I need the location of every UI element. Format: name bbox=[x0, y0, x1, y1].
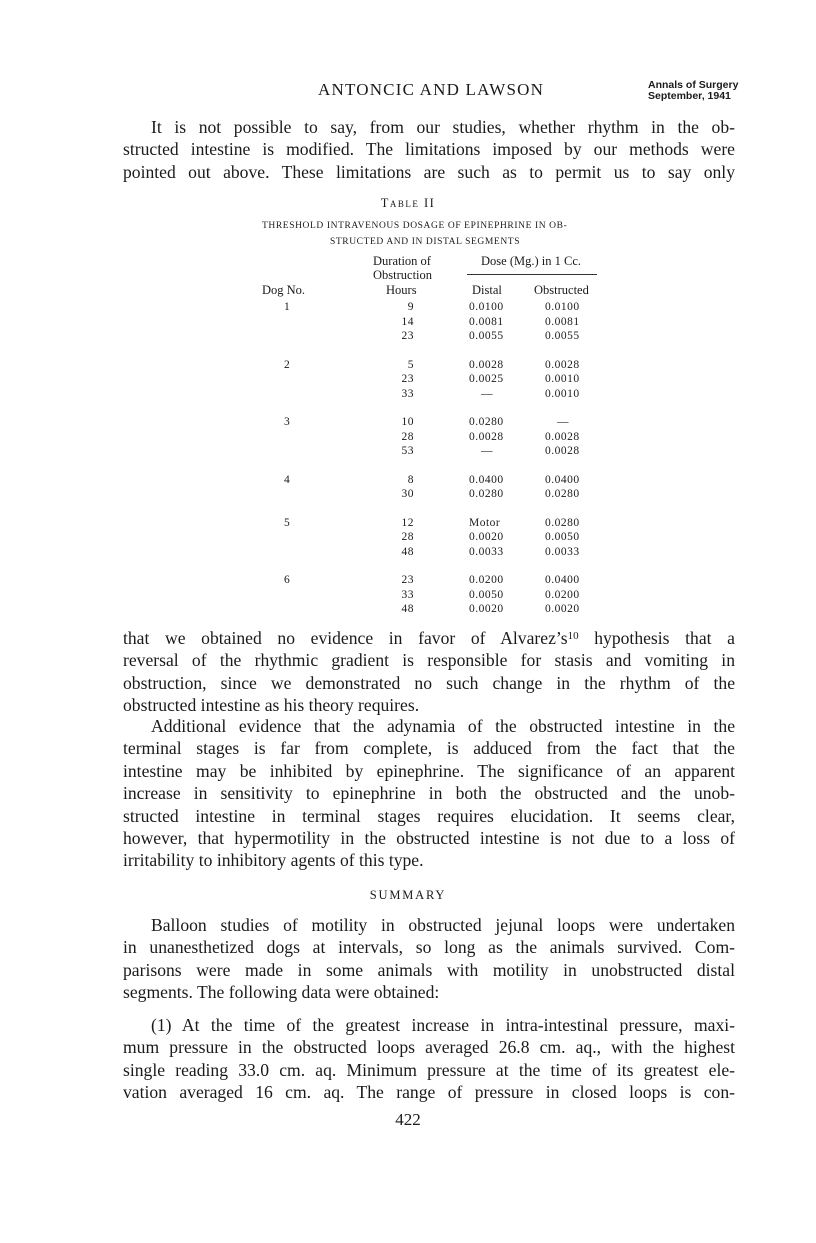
text-line bbox=[123, 627, 735, 649]
reference-superscript: 10 bbox=[567, 630, 579, 642]
hours-cell: 8 bbox=[407, 473, 414, 486]
hours-cell: 53 bbox=[401, 445, 414, 457]
hours-cell: 5 bbox=[407, 358, 414, 371]
dog-number: 3 bbox=[284, 416, 291, 428]
distal-cell: 0.0280 bbox=[469, 488, 504, 500]
text-line: structed intestine is modified. The limitations imposed by our methods were bbox=[123, 139, 735, 160]
col-header-obstructed: Obstructed bbox=[534, 283, 589, 297]
text-line: obstruction, since we demonstrated no such change in the rhythm of the bbox=[123, 672, 735, 693]
distal-cell: 0.0025 bbox=[469, 373, 504, 385]
text-line: in unanesthetized dogs at intervals, so long as the animals survived. Com- bbox=[123, 937, 735, 958]
col-header-duration: Duration of bbox=[373, 254, 431, 268]
journal-title: Annals of Surgery bbox=[648, 79, 739, 91]
obstructed-cell: 0.0033 bbox=[545, 545, 580, 558]
obstructed-cell: 0.0200 bbox=[545, 588, 580, 601]
obstructed-cell: — bbox=[557, 416, 569, 428]
distal-cell: 0.0081 bbox=[469, 315, 504, 328]
table-caption bbox=[262, 218, 612, 250]
obstructed-cell: 0.0400 bbox=[545, 574, 580, 586]
obstructed-cell: 0.0028 bbox=[545, 445, 580, 457]
text-line: terminal stages is far from complete, is adduced from the fact that the bbox=[123, 738, 735, 759]
item-paragraph bbox=[123, 1014, 735, 1104]
hours-cell: 48 bbox=[401, 603, 414, 615]
col-header-distal: Distal bbox=[472, 283, 502, 297]
distal-cell: — bbox=[481, 387, 493, 400]
table-caption-line: THRESHOLD INTRAVENOUS DOSAGE OF EPINEPHRINE IN OB- bbox=[262, 221, 568, 231]
obstructed-cell: 0.0010 bbox=[545, 373, 580, 385]
dose-header-rule bbox=[467, 274, 597, 275]
col-header-obstruction: Obstruction bbox=[373, 268, 433, 282]
text-fragment: that we obtained no evidence in favor of Alvarez’s bbox=[123, 628, 568, 648]
text-line: however, that hypermotility in the obstructed intestine is not due to a loss of bbox=[123, 827, 735, 848]
distal-cell: 0.0055 bbox=[469, 330, 504, 342]
hours-cell: 9 bbox=[407, 301, 414, 313]
col-header-dog: Dog No. bbox=[262, 283, 306, 297]
text-line: vation averaged 16 cm. aq. The range of pressure in closed loops is con- bbox=[123, 1082, 735, 1103]
text-line: (1) At the time of the greatest increase in intra-intestinal pressure, maxi- bbox=[151, 1015, 735, 1035]
distal-cell: 0.0280 bbox=[469, 416, 504, 428]
distal-cell: 0.0400 bbox=[469, 473, 504, 486]
distal-cell: Motor bbox=[469, 516, 501, 529]
hours-cell: 33 bbox=[401, 387, 414, 400]
text-line: structed intestine in terminal stages requires elucidation. It seems clear, bbox=[123, 805, 735, 826]
hours-cell: 23 bbox=[401, 373, 414, 385]
journal-date: September, 1941 bbox=[648, 90, 731, 102]
table-title: Table II bbox=[380, 196, 436, 210]
obstructed-cell: 0.0028 bbox=[545, 358, 580, 371]
obstructed-cell: 0.0050 bbox=[545, 531, 580, 543]
distal-cell: 0.0020 bbox=[469, 603, 504, 615]
distal-cell: 0.0100 bbox=[469, 301, 504, 313]
text-line: single reading 33.0 cm. aq. Minimum pressure at the time of its greatest ele- bbox=[123, 1059, 735, 1080]
hours-cell: 28 bbox=[401, 430, 414, 443]
dog-number: 6 bbox=[284, 574, 291, 586]
obstructed-cell: 0.0280 bbox=[545, 488, 580, 500]
table-caption-line: STRUCTED AND IN DISTAL SEGMENTS bbox=[330, 237, 521, 247]
text-line: segments. The following data were obtained: bbox=[123, 982, 440, 1003]
distal-cell: 0.0028 bbox=[469, 358, 504, 371]
distal-cell: 0.0050 bbox=[469, 588, 504, 601]
hours-cell: 12 bbox=[401, 516, 414, 529]
text-line: parisons were made in some animals with motility in unobstructed distal bbox=[123, 959, 735, 980]
col-header-hours: Hours bbox=[386, 283, 417, 297]
text-line: increase in sensitivity to epinephrine in both the obstructed and the unob- bbox=[123, 783, 735, 804]
text-line: Additional evidence that the adynamia of the obstructed intestine in the bbox=[151, 716, 735, 736]
hours-cell: 33 bbox=[401, 588, 414, 601]
summary-paragraph bbox=[123, 914, 735, 1004]
text-line: obstructed intestine as his theory requires. bbox=[123, 695, 420, 716]
page-number: 422 bbox=[395, 1110, 421, 1129]
hours-cell: 23 bbox=[401, 574, 414, 586]
text-line: reversal of the rhythmic gradient is responsible for stasis and vomiting in bbox=[123, 650, 735, 671]
obstructed-cell: 0.0400 bbox=[545, 473, 580, 486]
distal-cell: 0.0020 bbox=[469, 531, 504, 543]
obstructed-cell: 0.0010 bbox=[545, 387, 580, 400]
hours-cell: 28 bbox=[401, 531, 414, 543]
running-head: ANTONCIC AND LAWSON bbox=[318, 80, 545, 99]
text-line: irritability to inhibitory agents of this type. bbox=[123, 850, 424, 871]
hours-cell: 48 bbox=[401, 545, 414, 558]
text-line: mum pressure in the obstructed loops averaged 26.8 cm. aq., with the highest bbox=[123, 1037, 735, 1058]
dog-number: 2 bbox=[284, 358, 291, 371]
obstructed-cell: 0.0100 bbox=[545, 301, 580, 313]
obstructed-cell: 0.0280 bbox=[545, 516, 580, 529]
obstructed-cell: 0.0020 bbox=[545, 603, 580, 615]
obstructed-cell: 0.0055 bbox=[545, 330, 580, 342]
continuation-paragraph bbox=[123, 627, 735, 717]
journal-info bbox=[648, 80, 738, 102]
dog-number: 5 bbox=[284, 516, 291, 529]
text-line: intestine may be inhibited by epinephrine. The significance of an apparent bbox=[123, 760, 735, 781]
obstructed-cell: 0.0081 bbox=[545, 315, 580, 328]
distal-cell: 0.0200 bbox=[469, 574, 504, 586]
summary-heading: SUMMARY bbox=[369, 888, 447, 902]
intro-paragraph bbox=[123, 116, 735, 183]
second-paragraph bbox=[123, 715, 735, 872]
hours-cell: 30 bbox=[401, 488, 414, 500]
text-fragment: hypothesis that a bbox=[578, 628, 735, 648]
text-line: It is not possible to say, from our studies, whether rhythm in the ob- bbox=[151, 117, 735, 137]
obstructed-cell: 0.0028 bbox=[545, 430, 580, 443]
text-line: Balloon studies of motility in obstructed jejunal loops were undertaken bbox=[151, 915, 735, 935]
distal-cell: 0.0028 bbox=[469, 430, 504, 443]
dog-number: 1 bbox=[284, 301, 291, 313]
distal-cell: 0.0033 bbox=[469, 545, 504, 558]
col-header-dose: Dose (Mg.) in 1 Cc. bbox=[481, 254, 581, 268]
hours-cell: 10 bbox=[401, 416, 414, 428]
distal-cell: — bbox=[481, 445, 493, 457]
dog-number: 4 bbox=[284, 473, 291, 486]
hours-cell: 14 bbox=[401, 315, 414, 328]
text-line: pointed out above. These limitations are such as to permit us to say only bbox=[123, 161, 735, 182]
hours-cell: 23 bbox=[401, 330, 414, 342]
